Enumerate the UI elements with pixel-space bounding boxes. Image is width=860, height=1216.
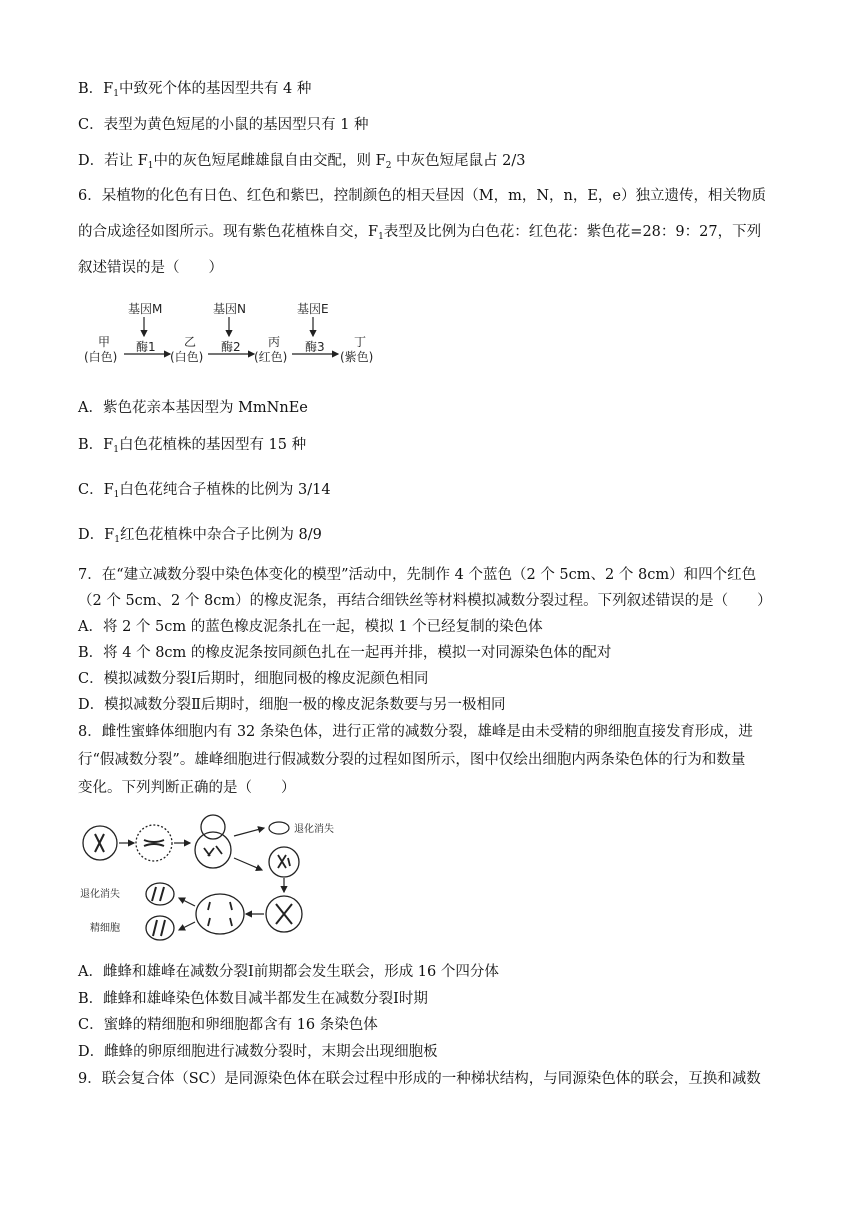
- q8-meiosis-diagram: [80, 810, 350, 945]
- arrow-to-degen1: [234, 828, 264, 836]
- cell-2-chromosomes: [144, 840, 164, 846]
- q7-stem-line2: （2 个 5cm、2 个 8cm）的橡皮泥条，再结合细铁丝等材料模拟减数分裂过程。下列叙述错误的是（ ）: [78, 593, 772, 609]
- q6-stem-line1: 6．呆植物的化色有日色、红色和紫巴，控制颜色的相天昼因（M，m，N，n，E，e）独立遗传，相关物质: [78, 188, 767, 204]
- substance-yi-color: (白色): [170, 350, 204, 364]
- gene-n-label: 基因N: [213, 302, 246, 316]
- q8-option-c: C．蜜蜂的精细胞和卵细胞都含有 16 条染色体: [78, 1017, 378, 1033]
- q7-option-a: A．将 2 个 5cm 的蓝色橡皮泥条扎在一起，模拟 1 个已经复制的染色体: [78, 619, 543, 635]
- q7-option-b: B．将 4 个 8cm 的橡皮泥条按同颜色扎在一起再并排，模拟一对同源染色体的配对: [78, 645, 612, 661]
- substance-bing: 丙: [268, 335, 281, 349]
- substance-ding-color: (紫色): [340, 350, 374, 364]
- q6-pathway-diagram: [84, 296, 384, 368]
- q8-option-d: D．雌蜂的卵原细胞进行减数分裂时，末期会出现细胞板: [78, 1044, 438, 1060]
- q7-option-d: D．模拟减数分裂Ⅱ后期时，细胞一极的橡皮泥条数要与另一极相同: [78, 697, 506, 713]
- q8-stem-line2: 行“假减数分裂”。雄峰细胞进行假减数分裂的过程如图所示，图中仅绘出细胞内两条染色体的行为和数量: [78, 752, 746, 768]
- cell-1-chromosomes: [95, 834, 104, 852]
- q6-option-d: D．$F_1$红色花植株中杂合子比例为 8/9: [78, 527, 322, 545]
- enzyme3-label: 酶3: [305, 340, 325, 354]
- q8-stem-line3: 变化。下列判断正确的是（ ）: [78, 780, 296, 796]
- substance-yi: 乙: [184, 335, 197, 349]
- sperm-chromosomes: [153, 920, 165, 936]
- q5-option-c: C．表型为黄色短尾的小鼠的基因型只有 1 种: [78, 117, 369, 133]
- q8-stem-line1: 8．雌性蜜蜂体细胞内有 32 条染色体，进行正常的减数分裂，雄峰是由未受精的卵细胞直接发育形成，进: [78, 724, 753, 740]
- label-sperm: 精细胞: [90, 923, 120, 934]
- q8-option-b: B．雌蜂和雄峰染色体数目减半都发生在减数分裂Ⅰ时期: [78, 991, 428, 1007]
- q9-stem-line1: 9．联会复合体（SC）是同源染色体在联会过程中形成的一种梯状结构，与同源染色体的联会，互换和减数: [78, 1071, 761, 1087]
- enzyme2-label: 酶2: [221, 340, 241, 354]
- cell-3-bud: [201, 815, 225, 839]
- gene-e-label: 基因E: [297, 302, 329, 316]
- cell-3-chromosomes: [204, 846, 222, 856]
- q7-option-c: C．模拟减数分裂Ⅰ后期时，细胞同极的橡皮泥颜色相同: [78, 671, 429, 687]
- sperm-cell: [146, 916, 174, 940]
- degenerated-bud-1: [269, 822, 289, 834]
- enzyme1-label: 酶1: [136, 340, 156, 354]
- q6-option-a: A．紫色花亲本基因型为 MmNnEe: [78, 400, 308, 416]
- arrow-to-degen2: [179, 898, 195, 906]
- arrow-3-4: [234, 858, 262, 870]
- cell-4: [269, 847, 299, 877]
- label-degen-2: 退化消失: [80, 889, 120, 900]
- q7-stem-line1: 7．在“建立减数分裂中染色体变化的模型”活动中，先制作 4 个蓝色（2 个 5cm、2 个 8cm）和四个红色: [78, 567, 757, 583]
- substance-bing-color: (红色): [254, 350, 288, 364]
- cell-6-chromosomes: [208, 902, 232, 926]
- gene-m-label: 基因M: [128, 302, 163, 316]
- degenerated-cell-2: [146, 883, 174, 905]
- cell-5-chromosomes: [276, 904, 292, 924]
- q6-stem-line2: 的合成途径如图所示。现有紫色花植株自交，$F_1$表型及比例为白色花：红色花：紫色花=28：9：27，下列: [78, 224, 762, 242]
- q6-option-b: B．$F_1$白色花植株的基因型有 15 种: [78, 437, 307, 455]
- substance-jia: 甲: [98, 335, 111, 349]
- substance-ding: 丁: [354, 335, 367, 349]
- cell-6: [196, 894, 244, 934]
- substance-jia-color: (白色): [84, 350, 118, 364]
- degen-2-chromosomes: [152, 887, 164, 901]
- arrow-to-sperm: [179, 922, 195, 930]
- label-degen-1: 退化消失: [294, 824, 334, 835]
- q5-option-b: B．$F_1$中致死个体的基因型共有 4 种: [78, 81, 312, 99]
- cell-4-chromosomes: [278, 855, 290, 868]
- q5-option-d: D．若让 $F_1$中的灰色短尾雌雄鼠自由交配，则 $F_2$ 中灰色短尾鼠占 2/3: [78, 153, 526, 171]
- q8-option-a: A．雌蜂和雄峰在减数分裂Ⅰ前期都会发生联会，形成 16 个四分体: [78, 964, 499, 980]
- q6-option-c: C．$F_1$白色花纯合子植株的比例为 3/14: [78, 482, 331, 500]
- q6-stem-line3: 叙述错误的是（ ）: [78, 260, 223, 276]
